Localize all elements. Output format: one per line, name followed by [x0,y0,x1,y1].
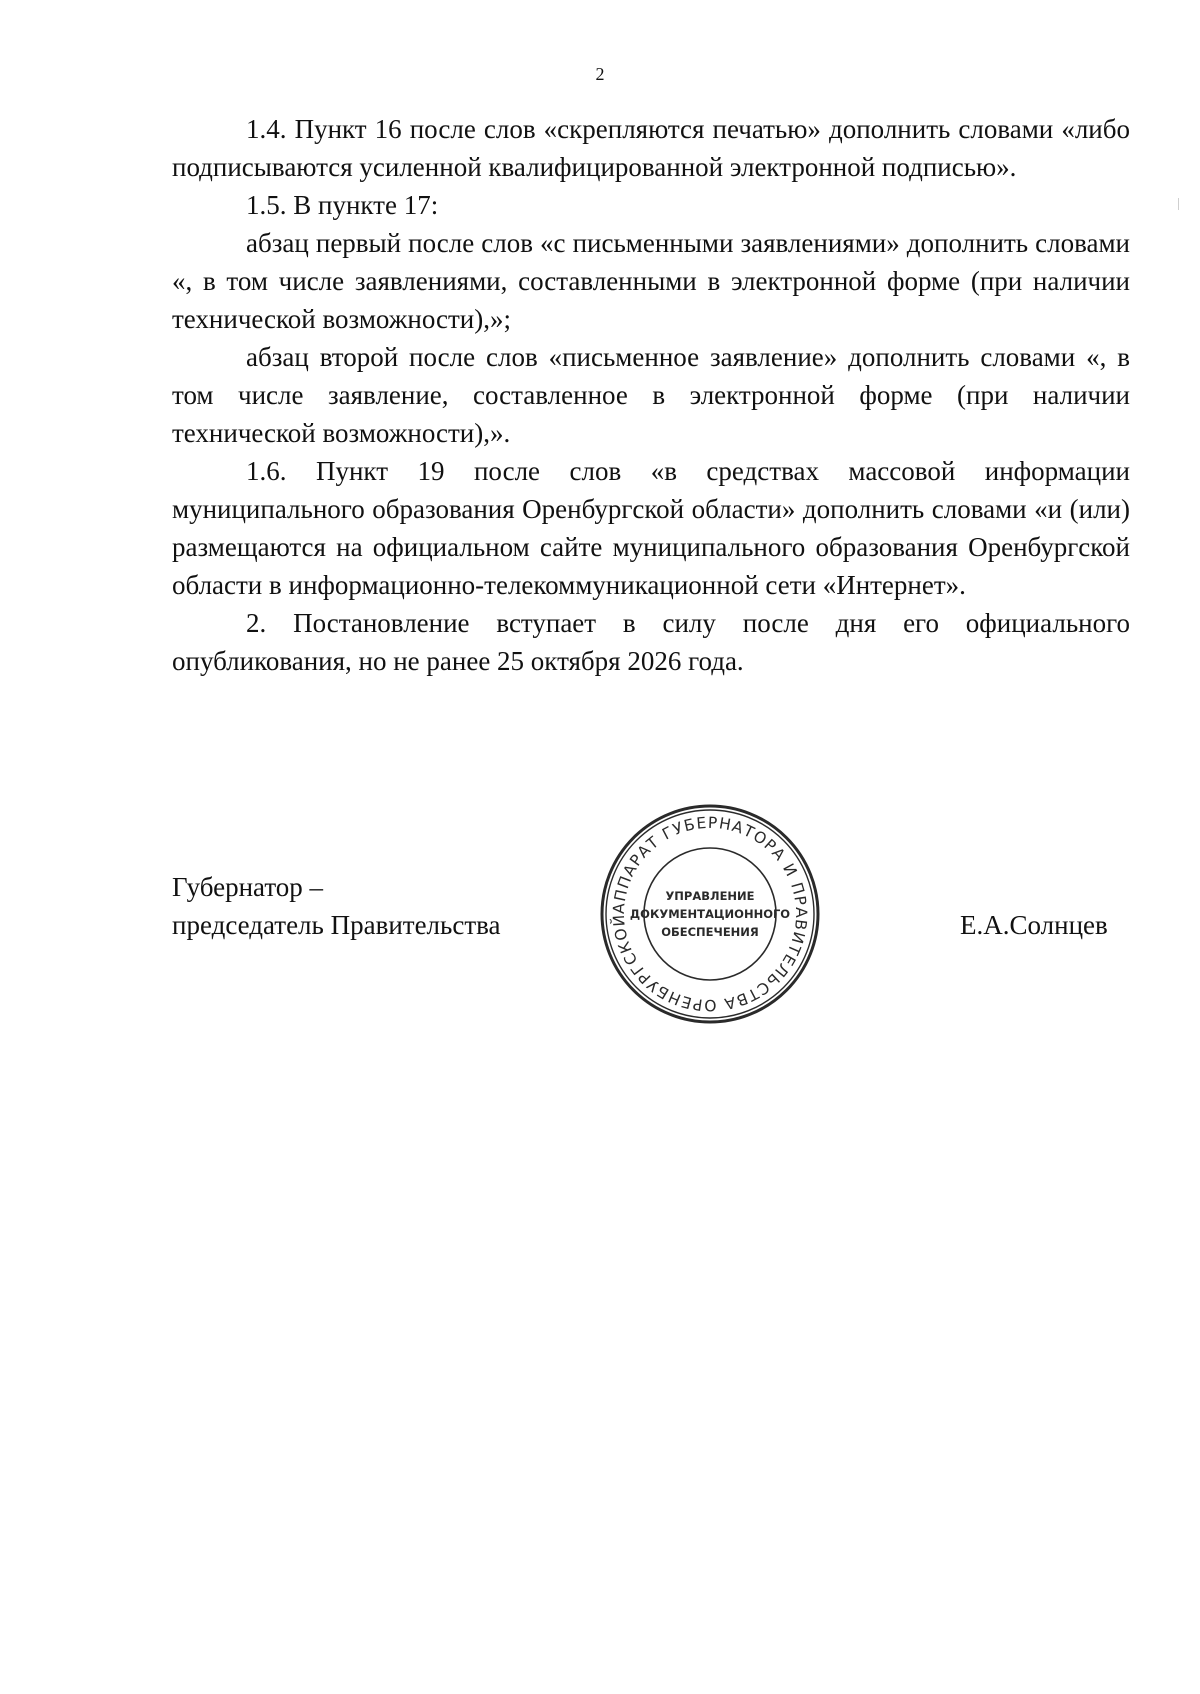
stamp-center-line2: ДОКУМЕНТАЦИОННОГО [629,907,791,921]
signature-title [172,868,501,944]
stamp-ring-textpath: АППАРАТ ГУБЕРНАТОРА И ПРАВИТЕЛЬСТВА ОРЕНБУРГСКОЙ [609,813,811,1015]
official-stamp [598,802,822,1026]
signature-name: Е.А.Солнцев [960,910,1108,940]
paragraph-1-5-first-abzac: абзац первый после слов «с письменными заявлениями» дополнить словами «, в том числе заявлениями, составленными в электронной форме (при наличии технической возможности),»; [172,228,1130,334]
margin-mark [1178,198,1179,210]
document-body [172,110,1130,680]
signature-title-line2: председатель Правительства [172,910,501,940]
stamp-center-line3: ОБЕСПЕЧЕНИЯ [661,925,759,939]
paragraph-1-5: 1.5. В пункте 17: [246,190,439,220]
paragraph-2: 2. Постановление вступает в силу после дня его официального опубликования, но не ранее 25 октября 2026 года. [172,608,1130,676]
stamp-center-line1: УПРАВЛЕНИЕ [665,889,755,903]
stamp-seal-icon [598,802,822,1026]
page-number: 2 [595,64,605,84]
paragraph-1-5-second-abzac: абзац второй после слов «письменное заявление» дополнить словами «, в том числе заявление, составленное в электронной форме (при наличии технической возможности),». [172,342,1130,448]
paragraph-1-4: 1.4. Пункт 16 после слов «скрепляются печатью» дополнить словами «либо подписываются усиленной квалифицированной электронной подписью». [172,114,1130,182]
paragraph-1-6: 1.6. Пункт 19 после слов «в средствах массовой информации муниципального образования Оренбургской области» дополнить словами «и (или) размещаются на официальном сайте муниципального образования Оренбургской области в информационно-телекоммуникационной сети «Интернет». [172,456,1130,600]
signature-title-line1: Губернатор – [172,872,324,902]
